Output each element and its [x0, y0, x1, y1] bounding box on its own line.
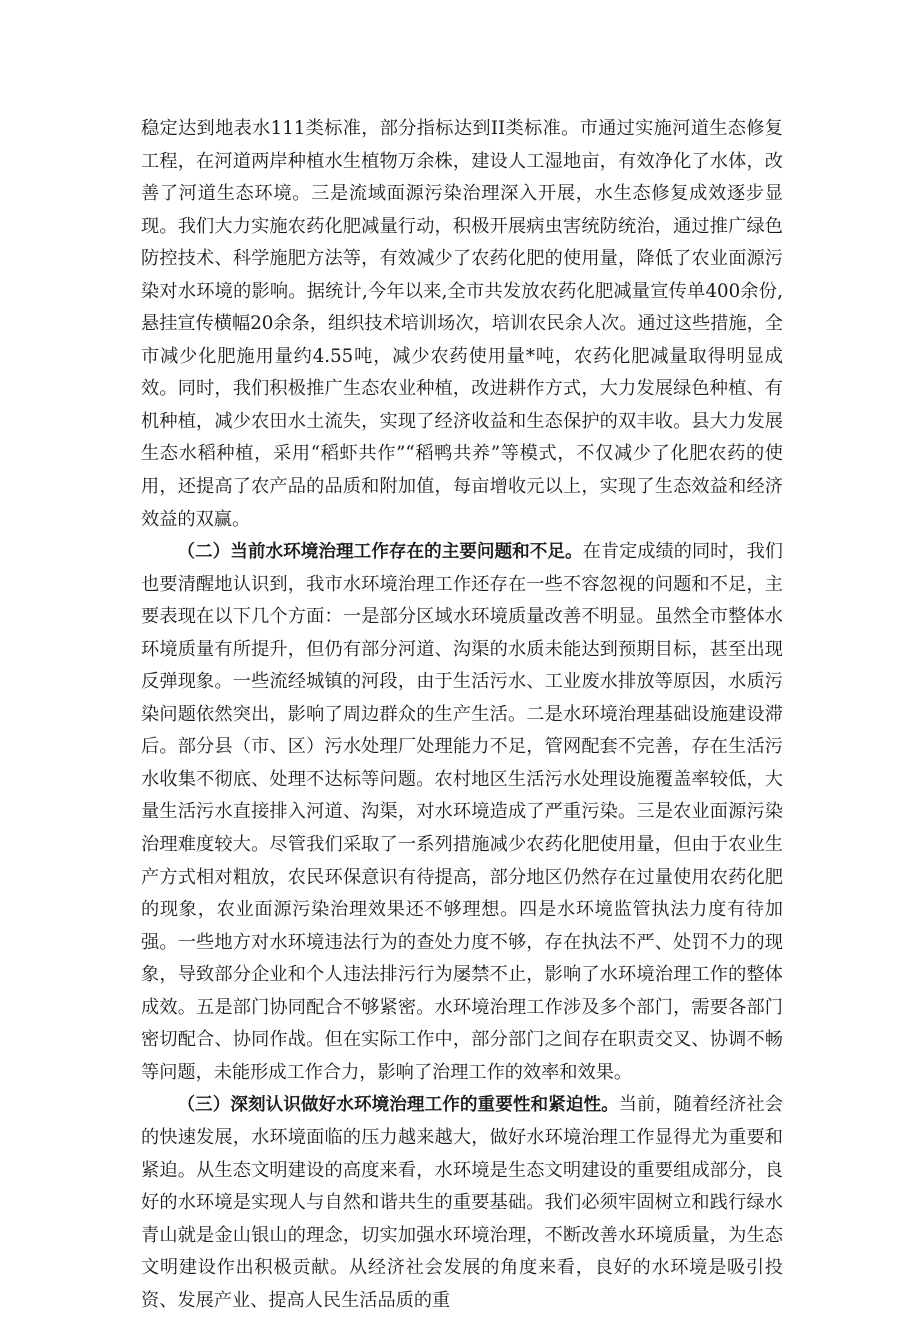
document-body: [141, 113, 783, 1317]
paragraph-heading: （三）深刻认识做好水环境治理工作的重要性和紧迫性。: [177, 1095, 619, 1116]
paragraph-text: 在肯定成绩的同时，我们也要清醒地认识到，我市水环境治理工作还存在一些不容忽视的问题和不足，主要表现在以下几个方面：一是部分区域水环境质量改善不明显。虽然全市整体水环境质量有所提升，但仍有部分河道、沟渠的水质未能达到预期目标，甚至出现反弹现象。一些流经城镇的河段，由于生活污水、工业废水排放等原因，水质污染问题依然突出，影响了周边群众的生产生活。二是水环境治理基础设施建设滞后。部分县（市、区）污水处理厂处理能力不足，管网配套不完善，存在生活污水收集不彻底、处理不达标等问题。农村地区生活污水处理设施覆盖率较低，大量生活污水直接排入河道、沟渠，对水环境造成了严重污染。三是农业面源污染治理难度较大。尽管我们采取了一系列措施减少农药化肥使用量，但由于农业生产方式相对粗放，农民环保意识有待提高，部分地区仍然存在过量使用农药化肥的现象，农业面源污染治理效果还不够理想。四是水环境监管执法力度有待加强。一些地方对水环境违法行为的查处力度不够，存在执法不严、处罚不力的现象，导致部分企业和个人违法排污行为屡禁不止，影响了水环境治理工作的整体成效。五是部门协同配合不够紧密。水环境治理工作涉及多个部门，需要各部门密切配合、协同作战。但在实际工作中，部分部门之间存在职责交叉、协调不畅等问题，未能形成工作合力，影响了治理工作的效率和效果。: [141, 541, 783, 1083]
paragraph-importance: [141, 1089, 783, 1317]
paragraph-text: 稳定达到地表水111类标准，部分指标达到II类标准。市通过实施河道生态修复工程，在河道两岸种植水生植物万余株，建设人工湿地亩，有效净化了水体，改善了河道生态环境。三是流域面源污染治理深入开展，水生态修复成效逐步显现。我们大力实施农药化肥减量行动，积极开展病虫害统防统治，通过推广绿色防控技术、科学施肥方法等，有效减少了农药化肥的使用量，降低了农业面源污染对水环境的影响。据统计,今年以来,全市共发放农药化肥减量宣传单400余份,悬挂宣传横幅20余条，组织技术培训场次，培训农民余人次。通过这些措施，全市减少化肥施用量约4.55吨，减少农药使用量*吨，农药化肥减量取得明显成效。同时，我们积极推广生态农业种植，改进耕作方式，大力发展绿色种植、有机种植，减少农田水土流失，实现了经济收益和生态保护的双丰收。县大力发展生态水稻种植，采用“稻虾共作”“稻鸭共养”等模式，不仅减少了化肥农药的使用，还提高了农产品的品质和附加值，每亩增收元以上，实现了生态效益和经济效益的双赢。: [141, 118, 783, 530]
paragraph-heading: （二）当前水环境治理工作存在的主要问题和不足。: [177, 542, 583, 563]
paragraph-problems: [141, 536, 783, 1089]
paragraph-text: 当前，随着经济社会的快速发展，水环境面临的压力越来越大，做好水环境治理工作显得尤为重要和紧迫。从生态文明建设的高度来看，水环境是生态文明建设的重要组成部分，良好的水环境是实现人与自然和谐共生的重要基础。我们必须牢固树立和践行绿水青山就是金山银山的理念，切实加强水环境治理，不断改善水环境质量，为生态文明建设作出积极贡献。从经济社会发展的角度来看，良好的水环境是吸引投资、发展产业、提高人民生活品质的重: [141, 1094, 783, 1311]
paragraph-continued: [141, 113, 783, 536]
